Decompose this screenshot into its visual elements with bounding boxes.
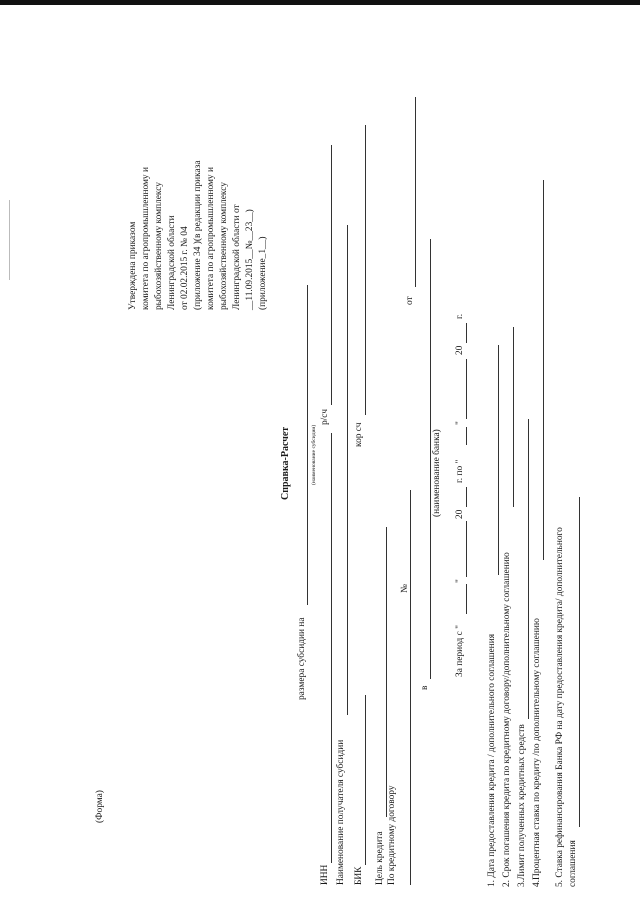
approval-line: от 02.02.2015 г. № 04 bbox=[180, 226, 190, 310]
item-1-input-line[interactable] bbox=[498, 345, 499, 575]
item-5-label: 5. Ставка рефинансирования Банка РФ на дату предоставления кредита/ дополнительного bbox=[555, 527, 565, 887]
document-title: Справка-Расчет bbox=[280, 426, 291, 500]
approval-line: Утверждена приказом bbox=[128, 221, 138, 310]
period-year-to[interactable] bbox=[466, 323, 467, 343]
approval-line: (приложение_1__) bbox=[258, 236, 268, 310]
item-2-input-line[interactable] bbox=[513, 327, 514, 507]
period-day-from[interactable] bbox=[466, 584, 467, 614]
approval-line: рыбохозяйственному комплексу bbox=[219, 182, 229, 310]
from-label: от bbox=[405, 296, 415, 305]
rs-label: р/сч bbox=[320, 409, 330, 425]
item-5-continuation: соглашения bbox=[568, 840, 578, 887]
recipient-label: Наименование получателя субсидии bbox=[336, 739, 346, 885]
from-input-line[interactable] bbox=[415, 97, 416, 287]
approval-line: Ленинградской области bbox=[167, 215, 177, 310]
approval-line: комитета по агропромышленному и bbox=[141, 167, 151, 310]
item-2-label: 2. Срок погашения кредита по кредитному договору/дополнительному соглашению bbox=[502, 552, 512, 887]
bik-label: БИК bbox=[354, 866, 364, 885]
subsidy-note: (наименование субсидии) bbox=[311, 424, 317, 485]
period-month-from[interactable] bbox=[466, 521, 467, 577]
inn-label: ИНН bbox=[320, 864, 330, 885]
period-year-2: 20 bbox=[455, 345, 465, 355]
agreement-input-line[interactable] bbox=[410, 490, 411, 885]
period-to: г. по " bbox=[455, 459, 465, 483]
approval-line: комитета по агропромышленному и bbox=[206, 167, 216, 310]
period-month-to[interactable] bbox=[466, 359, 467, 419]
bank-input-line[interactable] bbox=[430, 239, 431, 679]
ks-label: кор сч bbox=[354, 422, 364, 447]
purpose-label: Цель кредита bbox=[375, 831, 385, 885]
recipient-input-line[interactable] bbox=[347, 225, 348, 715]
approval-line: рыбохозяйственному комплексу bbox=[154, 182, 164, 310]
subsidy-input-line[interactable] bbox=[307, 285, 308, 605]
period-year-from[interactable] bbox=[466, 487, 467, 507]
item-1-label: 1. Дата предоставления кредита / дополнительного соглашения bbox=[487, 633, 497, 887]
purpose-input-line[interactable] bbox=[386, 527, 387, 817]
period-prefix: За период с " bbox=[455, 625, 465, 677]
period-quote-1: " bbox=[455, 579, 465, 583]
item-4-input-line[interactable] bbox=[543, 180, 544, 560]
period-year-1: 20 bbox=[455, 509, 465, 519]
bank-note: (наименование банка) bbox=[432, 429, 442, 517]
period-suffix: г. bbox=[455, 313, 465, 319]
approval-line: __11.09.2015__№__23__) bbox=[245, 209, 255, 310]
agreement-label: По кредитному договору bbox=[387, 785, 397, 885]
subsidy-label: размера субсидии на bbox=[297, 617, 307, 700]
rs-input-line[interactable] bbox=[331, 145, 332, 405]
bik-input-line[interactable] bbox=[365, 695, 366, 865]
form-label: (Форма) bbox=[95, 790, 105, 823]
period-quote-2: " bbox=[455, 421, 465, 425]
in-label: в bbox=[420, 685, 430, 690]
approval-line: (приложение 34 )(в редакции приказа bbox=[193, 160, 203, 310]
number-label: № bbox=[400, 584, 410, 593]
item-3-input-line[interactable] bbox=[528, 419, 529, 719]
approval-line: Ленинградской области от bbox=[232, 204, 242, 310]
item-3-label: 3.Лимит полученных кредитных средств bbox=[517, 724, 527, 887]
inn-input-line[interactable] bbox=[331, 433, 332, 863]
item-5-input-line[interactable] bbox=[579, 497, 580, 827]
item-4-label: 4.Процентная ставка по кредиту /по дополнительному соглашению bbox=[532, 618, 542, 887]
ks-input-line[interactable] bbox=[365, 125, 366, 415]
period-day-to[interactable] bbox=[466, 427, 467, 445]
